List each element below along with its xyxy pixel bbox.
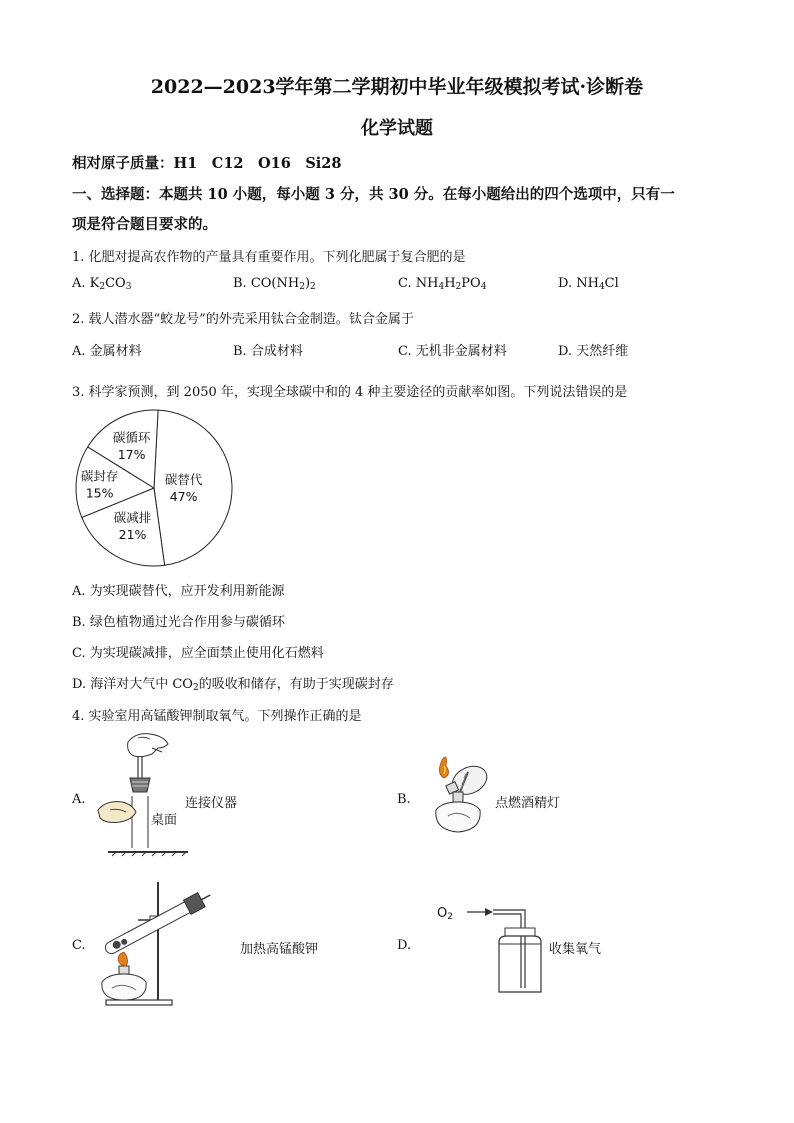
q3-stem: 3. 科学家预测，到 2050 年，实现全球碳中和的 4 种主要途径的贡献率如图。下列说法错误的是 (72, 385, 628, 400)
q1-option-d: D. $NH_4Cl$ (558, 276, 619, 292)
pie-label-value-1: 21% (118, 527, 147, 543)
q4-stem: 4. 实验室用高锰酸钾制取氧气。下列操作正确的是 (72, 709, 362, 724)
q3-option-d: D. 海洋对大气中 $CO_2$的吸收和储存，有助于实现碳封存 (72, 677, 394, 693)
alcohol-lamp-illustration (418, 752, 500, 838)
pie-label-name-0: 碳替代 (164, 471, 203, 487)
q2-option-c: C. 无机非金属材料 (398, 344, 507, 359)
pie-label-value-3: 17% (117, 447, 146, 463)
q1-option-b: B. $CO(NH_2)_2$ (233, 276, 316, 292)
q4-d-label: 收集氧气 (549, 942, 602, 957)
q4-a-label: 连接仪器 (185, 796, 238, 811)
q3-option-a: A. 为实现碳替代，应开发利用新能源 (72, 584, 285, 599)
q2-option-d: D. 天然纤维 (558, 344, 629, 359)
q4-b-letter: B. (397, 792, 411, 807)
gas-collection-illustration (455, 902, 545, 998)
q4-b-label: 点燃酒精灯 (495, 796, 561, 811)
exam-subject: 化学试题 (361, 118, 433, 139)
q4-d-letter: D. (397, 938, 412, 953)
pie-label-name-1: 碳减排 (113, 510, 152, 526)
q4-a-letter: A. (72, 792, 86, 807)
q2-stem: 2. 载人潜水器“蛟龙号”的外壳采用钛合金制造。钛合金属于 (72, 312, 414, 327)
q1-option-c: C. $NH_4H_2PO_4$ (398, 276, 487, 292)
q4-c-label: 加热高锰酸钾 (240, 942, 319, 957)
pie-slice-0 (154, 410, 232, 565)
pie-label-name-3: 碳循环 (112, 430, 151, 446)
section1-heading-line1: 一、选择题：本题共 10 小题，每小题 3 分，共 30 分。在每小题给出的四个选项中，只有一 (72, 186, 675, 203)
exam-title: 2022—2023学年第二学期初中毕业年级模拟考试·诊断卷 (150, 76, 644, 98)
connect-apparatus-illustration (92, 730, 192, 860)
q2-option-a: A. 金属材料 (72, 344, 142, 359)
heating-apparatus-illustration (92, 876, 222, 1008)
q1-option-a: A. $K_2CO_3$ (72, 276, 132, 292)
carbon-neutral-pie-chart (72, 408, 242, 568)
atomic-masses: 相对原子质量：H1 C12 O16 Si28 (72, 155, 342, 172)
q3-option-b: B. 绿色植物通过光合作用参与碳循环 (72, 615, 285, 630)
section1-heading-line2: 项是符合题目要求的。 (72, 216, 217, 233)
q3-option-c: C. 为实现碳减排，应全面禁止使用化石燃料 (72, 646, 324, 661)
pie-label-name-2: 碳封存 (80, 468, 119, 484)
q1-stem: 1. 化肥对提高农作物的产量具有重要作用。下列化肥属于复合肥的是 (72, 250, 466, 265)
q4-d-gas-label: $O_2$ (437, 906, 453, 922)
q4-a-table-label: 桌面 (151, 813, 178, 828)
pie-label-value-2: 15% (85, 485, 114, 501)
pie-label-value-0: 47% (169, 488, 198, 504)
q4-c-letter: C. (72, 938, 86, 953)
q2-option-b: B. 合成材料 (233, 344, 303, 359)
